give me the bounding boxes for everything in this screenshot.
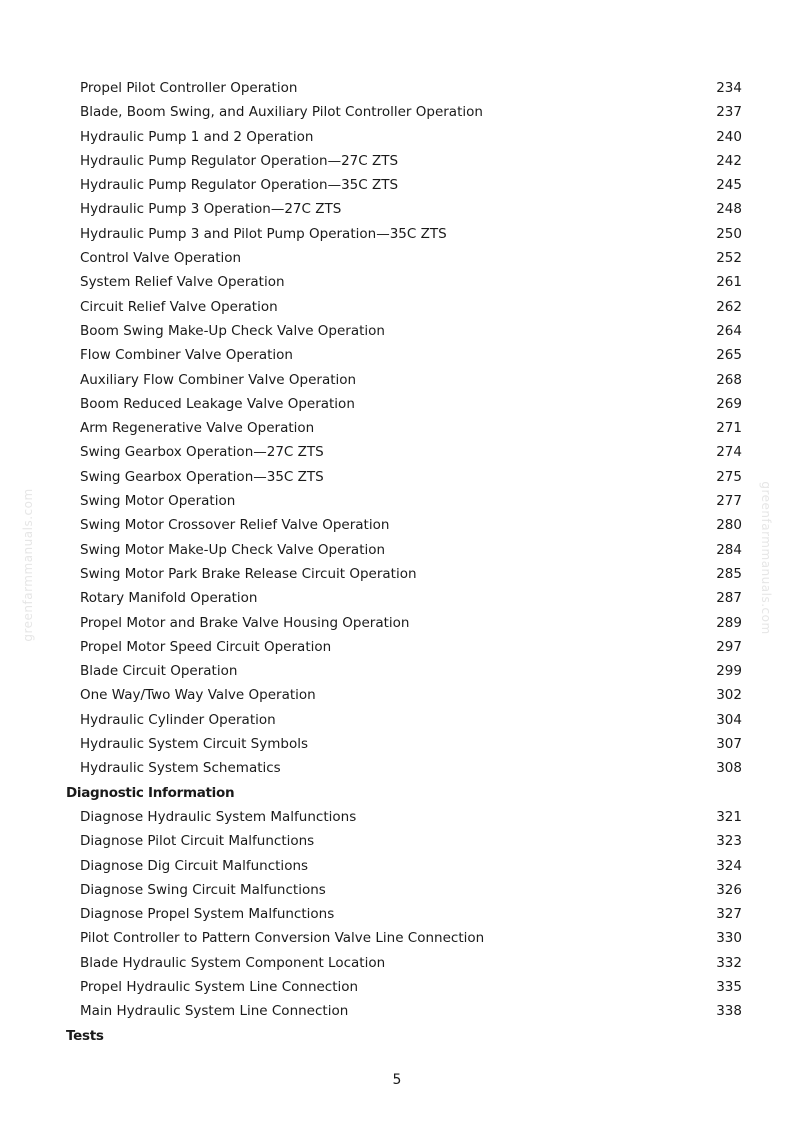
toc-entry-label: Diagnose Propel System Malfunctions — [80, 906, 335, 923]
toc-entry-page: 321 — [716, 808, 742, 825]
toc-section-heading — [0, 781, 794, 805]
toc-section-label: Tests — [66, 1027, 104, 1044]
toc-entry[interactable] — [0, 149, 794, 173]
toc-entry[interactable] — [0, 805, 794, 829]
toc-entry-page: 275 — [716, 468, 742, 485]
toc-entry[interactable] — [0, 659, 794, 683]
toc-section-label: Diagnostic Information — [66, 784, 235, 801]
toc-entry-page: 323 — [716, 833, 742, 850]
toc-entry-page: 250 — [716, 225, 742, 242]
toc-entry-page: 304 — [716, 711, 742, 728]
toc-entry-label: Hydraulic Pump 3 and Pilot Pump Operation—35C ZTS — [80, 225, 447, 242]
toc-entry-page: 287 — [716, 590, 742, 607]
toc-entry-page: 297 — [716, 638, 742, 655]
toc-entry-label: Swing Motor Park Brake Release Circuit Operation — [80, 565, 417, 582]
toc-entry[interactable] — [0, 926, 794, 950]
toc-entry-page: 245 — [716, 177, 742, 194]
toc-entry-label: Swing Motor Crossover Relief Valve Operation — [80, 517, 390, 534]
toc-entry-page: 269 — [716, 395, 742, 412]
toc-entry-page: 265 — [716, 347, 742, 364]
toc-entry[interactable] — [0, 513, 794, 537]
toc-entry-page: 308 — [716, 760, 742, 777]
toc-entry-label: Blade Hydraulic System Component Location — [80, 954, 386, 971]
toc-entry-page: 327 — [716, 906, 742, 923]
toc-entry[interactable] — [0, 440, 794, 464]
toc-entry[interactable] — [0, 878, 794, 902]
toc-entry[interactable] — [0, 319, 794, 343]
toc-entry-label: Flow Combiner Valve Operation — [80, 347, 293, 364]
toc-entry-label: Hydraulic System Schematics — [80, 760, 281, 777]
toc-entry-page: 302 — [716, 687, 742, 704]
toc-entry-label: Boom Swing Make-Up Check Valve Operation — [80, 322, 385, 339]
toc-entry-label: Blade Circuit Operation — [80, 663, 238, 680]
toc-entry-label: System Relief Valve Operation — [80, 274, 285, 291]
toc-entry-page: 330 — [716, 930, 742, 947]
toc-entry-page: 264 — [716, 322, 742, 339]
toc-entry[interactable] — [0, 756, 794, 780]
toc-section-heading — [0, 1024, 794, 1048]
toc-entry-page: 261 — [716, 274, 742, 291]
toc-entry-page: 234 — [716, 80, 742, 96]
toc-entry[interactable] — [0, 343, 794, 367]
toc-entry[interactable] — [0, 197, 794, 221]
toc-entry-page: 277 — [716, 493, 742, 510]
toc-entry-page: 324 — [716, 857, 742, 874]
watermark-left: greenfarmmanuals.com — [21, 488, 35, 642]
toc-entry[interactable] — [0, 902, 794, 926]
toc-entry[interactable] — [0, 76, 794, 100]
toc-entry-page: 268 — [716, 371, 742, 388]
toc-entry[interactable] — [0, 416, 794, 440]
toc-entry-label: Diagnose Hydraulic System Malfunctions — [80, 808, 357, 825]
toc-entry-label: Hydraulic Pump 3 Operation—27C ZTS — [80, 201, 342, 218]
toc-entry[interactable] — [0, 465, 794, 489]
toc-entry[interactable] — [0, 975, 794, 999]
toc-entry-label: Hydraulic Pump Regulator Operation—35C ZTS — [80, 177, 399, 194]
toc-entry-label: Diagnose Pilot Circuit Malfunctions — [80, 833, 315, 850]
toc-entry-label: Diagnose Swing Circuit Malfunctions — [80, 881, 326, 898]
toc-entry-page: 252 — [716, 250, 742, 267]
toc-entry-page: 280 — [716, 517, 742, 534]
page-number: 5 — [392, 1072, 402, 1088]
toc-entry-label: Pilot Controller to Pattern Conversion Valve Line Connection — [80, 930, 485, 947]
toc-entry-page: 299 — [716, 663, 742, 680]
toc-entry-label: Propel Hydraulic System Line Connection — [80, 978, 359, 995]
toc-entry-label: Swing Gearbox Operation—35C ZTS — [80, 468, 324, 485]
toc-entry[interactable] — [0, 538, 794, 562]
toc-entry-label: Arm Regenerative Valve Operation — [80, 420, 315, 437]
toc-entry-label: Swing Gearbox Operation—27C ZTS — [80, 444, 324, 461]
toc-entry[interactable] — [0, 683, 794, 707]
toc-entry-label: Hydraulic Pump Regulator Operation—27C ZTS — [80, 152, 399, 169]
toc-entry[interactable] — [0, 829, 794, 853]
toc-entry-label: Hydraulic Pump 1 and 2 Operation — [80, 128, 314, 145]
toc-entry-label: Swing Motor Operation — [80, 493, 236, 510]
toc-entry-label: Control Valve Operation — [80, 250, 242, 267]
toc-entry-label: Propel Motor Speed Circuit Operation — [80, 638, 332, 655]
toc-entry[interactable] — [0, 854, 794, 878]
toc-entry[interactable] — [0, 295, 794, 319]
toc-entry-label: Propel Motor and Brake Valve Housing Operation — [80, 614, 410, 631]
toc-entry-label: Auxiliary Flow Combiner Valve Operation — [80, 371, 357, 388]
toc-entry-label: Blade, Boom Swing, and Auxiliary Pilot Controller Operation — [80, 104, 483, 121]
toc-entry[interactable] — [0, 586, 794, 610]
toc-entry-page: 274 — [716, 444, 742, 461]
toc-entry-page: 307 — [716, 736, 742, 753]
toc-entry-label: Boom Reduced Leakage Valve Operation — [80, 395, 355, 412]
toc-entry-label: Propel Pilot Controller Operation — [80, 80, 298, 96]
toc-entry-page: 240 — [716, 128, 742, 145]
toc-entry[interactable] — [0, 246, 794, 270]
toc-entry-label: One Way/Two Way Valve Operation — [80, 687, 316, 704]
toc-entry[interactable] — [0, 125, 794, 149]
toc-entry[interactable] — [0, 392, 794, 416]
watermark-right: greenfarmmanuals.com — [759, 481, 773, 635]
toc-entry[interactable] — [0, 173, 794, 197]
toc-entry-label: Circuit Relief Valve Operation — [80, 298, 278, 315]
toc-entry[interactable] — [0, 999, 794, 1023]
toc-entry-page: 237 — [716, 104, 742, 121]
toc-entry-page: 271 — [716, 420, 742, 437]
toc-entry-label: Hydraulic Cylinder Operation — [80, 711, 276, 728]
toc-entry[interactable] — [0, 951, 794, 975]
toc-entry-label: Swing Motor Make-Up Check Valve Operation — [80, 541, 386, 558]
toc-entry-label: Rotary Manifold Operation — [80, 590, 258, 607]
toc-entry[interactable] — [0, 100, 794, 124]
toc-entry-page: 289 — [716, 614, 742, 631]
toc-entry-label: Hydraulic System Circuit Symbols — [80, 736, 309, 753]
toc-entry-page: 285 — [716, 565, 742, 582]
toc-entry-page: 335 — [716, 978, 742, 995]
toc-entry[interactable] — [0, 368, 794, 392]
toc-entry[interactable] — [0, 708, 794, 732]
toc-entry-page: 332 — [716, 954, 742, 971]
toc-entry[interactable] — [0, 489, 794, 513]
toc-entry-page: 262 — [716, 298, 742, 315]
toc-entry[interactable] — [0, 562, 794, 586]
toc-entry[interactable] — [0, 635, 794, 659]
toc-entry-label: Diagnose Dig Circuit Malfunctions — [80, 857, 309, 874]
toc-entry-page: 338 — [716, 1003, 742, 1020]
toc-entry[interactable] — [0, 270, 794, 294]
toc-entry[interactable] — [0, 222, 794, 246]
toc-entry-page: 242 — [716, 152, 742, 169]
toc-entry-page: 326 — [716, 881, 742, 898]
toc-entry-page: 248 — [716, 201, 742, 218]
toc-entry-label: Main Hydraulic System Line Connection — [80, 1003, 349, 1020]
toc-entry[interactable] — [0, 611, 794, 635]
toc-entry-page: 284 — [716, 541, 742, 558]
toc-entry[interactable] — [0, 732, 794, 756]
table-of-contents — [0, 76, 794, 1048]
